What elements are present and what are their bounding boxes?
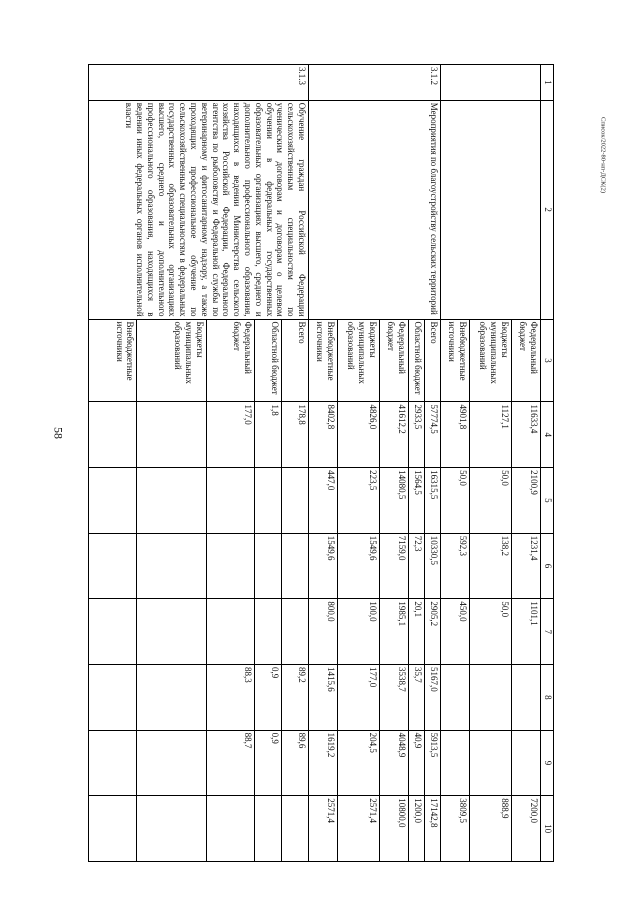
value-cell: 2933,5 — [408, 402, 424, 468]
funding-source: Федеральный бюджет — [512, 319, 541, 402]
value-cell: 1619,2 — [309, 730, 338, 796]
funding-source: Бюджеты муниципальных образований — [137, 319, 206, 402]
value-cell — [512, 665, 541, 731]
value-cell: 11633,4 — [512, 402, 541, 468]
value-cell — [281, 468, 308, 534]
value-cell: 447,0 — [309, 468, 338, 534]
value-cell — [281, 796, 308, 862]
header-row — [541, 65, 554, 862]
value-cell: 3809,5 — [441, 796, 470, 862]
header-cell: 3 — [541, 319, 554, 402]
value-cell — [512, 730, 541, 796]
funding-source: Всего — [281, 319, 308, 402]
value-cell: 1985,1 — [379, 599, 408, 665]
value-cell: 177,0 — [338, 665, 380, 731]
value-cell: 223,5 — [338, 468, 380, 534]
item-number: 3.1.2 — [309, 65, 441, 101]
value-cell: 178,8 — [281, 402, 308, 468]
item-number — [441, 65, 541, 101]
value-cell — [206, 468, 254, 534]
value-cell: 3538,7 — [379, 665, 408, 731]
value-cell: 72,3 — [408, 533, 424, 599]
value-cell: 4901,8 — [441, 402, 470, 468]
page-number: 58 — [51, 427, 66, 439]
value-cell: 89,6 — [281, 730, 308, 796]
funding-source: Областной бюджет — [254, 319, 281, 402]
header-cell: 8 — [541, 665, 554, 731]
table-row — [281, 65, 308, 862]
value-cell: 14080,5 — [379, 468, 408, 534]
item-name — [441, 100, 541, 319]
value-cell — [281, 599, 308, 665]
value-cell: 1200,0 — [408, 796, 424, 862]
value-cell: 1549,6 — [309, 533, 338, 599]
value-cell: 592,3 — [441, 533, 470, 599]
value-cell: 7200,0 — [512, 796, 541, 862]
header-cell: 1 — [541, 65, 554, 101]
value-cell — [137, 402, 206, 468]
value-cell — [206, 599, 254, 665]
value-cell — [89, 730, 137, 796]
value-cell — [89, 796, 137, 862]
value-cell — [89, 468, 137, 534]
value-cell — [254, 468, 281, 534]
value-cell — [441, 665, 470, 731]
funding-source: Областной бюджет — [408, 319, 424, 402]
value-cell: 50,0 — [470, 599, 512, 665]
header-cell: 9 — [541, 730, 554, 796]
value-cell: 2100,9 — [512, 468, 541, 534]
value-cell: 50,0 — [441, 468, 470, 534]
funding-source: Бюджеты муниципальных образований — [338, 319, 380, 402]
value-cell: 0,9 — [254, 665, 281, 731]
value-cell: 89,2 — [281, 665, 308, 731]
value-cell: 8402,8 — [309, 402, 338, 468]
funding-source: Федеральный бюджет — [206, 319, 254, 402]
item-number: 3.1.3 — [89, 65, 309, 101]
value-cell: 17142,8 — [425, 796, 441, 862]
table-wrapper — [88, 64, 554, 862]
value-cell — [137, 665, 206, 731]
value-cell — [137, 599, 206, 665]
value-cell: 10330,5 — [425, 533, 441, 599]
value-cell: 0,9 — [254, 730, 281, 796]
funding-source: Всего — [425, 319, 441, 402]
value-cell: 10800,0 — [379, 796, 408, 862]
value-cell: 2571,4 — [338, 796, 380, 862]
value-cell: 1127,1 — [470, 402, 512, 468]
value-cell — [254, 533, 281, 599]
item-name: Мероприятия по благоустройству сельских территорий — [309, 100, 441, 319]
value-cell — [254, 796, 281, 862]
budget-table — [88, 64, 554, 862]
value-cell: 888,9 — [470, 796, 512, 862]
value-cell: 50,0 — [470, 468, 512, 534]
value-cell — [89, 665, 137, 731]
value-cell: 800,0 — [309, 599, 338, 665]
value-cell: 1549,6 — [338, 533, 380, 599]
value-cell: 1101,1 — [512, 599, 541, 665]
item-name: Обучение граждан Российской Федерации сельскохозяйственным специальностям по ученическим договорам и договорам о целевом обучении в федеральных государственных образовательных организациях высшего, среднего и дополнительного профессионального образования, находящихся в ведении Министерства сельского хозяйства Российской Федерации, Федерального агентства по рыболовству и Федеральной службы по ветеринарному и фитосанитарному надзору, а также проходящих профессиональное обучение по сельскохозяйственным специальностям в федеральных государственных образовательных организациях высшего, среднего и дополнительного профессионального образования, находящихся в ведении иных федеральных органов исполнительной власти — [89, 100, 309, 319]
value-cell: 20,1 — [408, 599, 424, 665]
header-cell: 10 — [541, 796, 554, 862]
header-cell: 4 — [541, 402, 554, 468]
header-cell: 7 — [541, 599, 554, 665]
value-cell: 1,8 — [254, 402, 281, 468]
value-cell — [89, 402, 137, 468]
value-cell: 177,0 — [206, 402, 254, 468]
value-cell: 4826,0 — [338, 402, 380, 468]
value-cell: 7159,0 — [379, 533, 408, 599]
table-row — [425, 65, 441, 862]
value-cell: 204,5 — [338, 730, 380, 796]
value-cell: 1564,5 — [408, 468, 424, 534]
value-cell: 88,7 — [206, 730, 254, 796]
value-cell: 41612,2 — [379, 402, 408, 468]
value-cell — [470, 730, 512, 796]
value-cell: 2905,2 — [425, 599, 441, 665]
funding-source: Внебюджетные источники — [441, 319, 470, 402]
rotated-page — [88, 64, 554, 862]
value-cell — [137, 796, 206, 862]
value-cell — [206, 533, 254, 599]
value-cell: 4048,9 — [379, 730, 408, 796]
header-cell: 2 — [541, 100, 554, 319]
funding-source: Внебюджетные источники — [89, 319, 137, 402]
value-cell — [137, 730, 206, 796]
header-cell: 6 — [541, 533, 554, 599]
table-row — [512, 65, 541, 862]
value-cell: 16315,5 — [425, 468, 441, 534]
value-cell — [281, 533, 308, 599]
value-cell: 138,2 — [470, 533, 512, 599]
funding-source: Внебюджетные источники — [309, 319, 338, 402]
value-cell — [137, 533, 206, 599]
value-cell: 2571,4 — [309, 796, 338, 862]
value-cell: 57774,5 — [425, 402, 441, 468]
value-cell: 5167,0 — [425, 665, 441, 731]
value-cell — [441, 730, 470, 796]
value-cell: 450,0 — [441, 599, 470, 665]
value-cell: 100,0 — [338, 599, 380, 665]
value-cell — [89, 599, 137, 665]
funding-source: Федеральный бюджет — [379, 319, 408, 402]
value-cell: 40,9 — [408, 730, 424, 796]
value-cell: 5913,5 — [425, 730, 441, 796]
value-cell: 88,3 — [206, 665, 254, 731]
value-cell — [254, 599, 281, 665]
value-cell: 1231,4 — [512, 533, 541, 599]
funding-source: Бюджеты муниципальных образований — [470, 319, 512, 402]
document-code: Список/2022-80-нп-ДСК(2) — [599, 116, 607, 194]
value-cell: 1415,6 — [309, 665, 338, 731]
value-cell — [137, 468, 206, 534]
value-cell: 35,7 — [408, 665, 424, 731]
value-cell — [89, 533, 137, 599]
value-cell — [206, 796, 254, 862]
value-cell — [470, 665, 512, 731]
header-cell: 5 — [541, 468, 554, 534]
table-body — [89, 65, 541, 862]
